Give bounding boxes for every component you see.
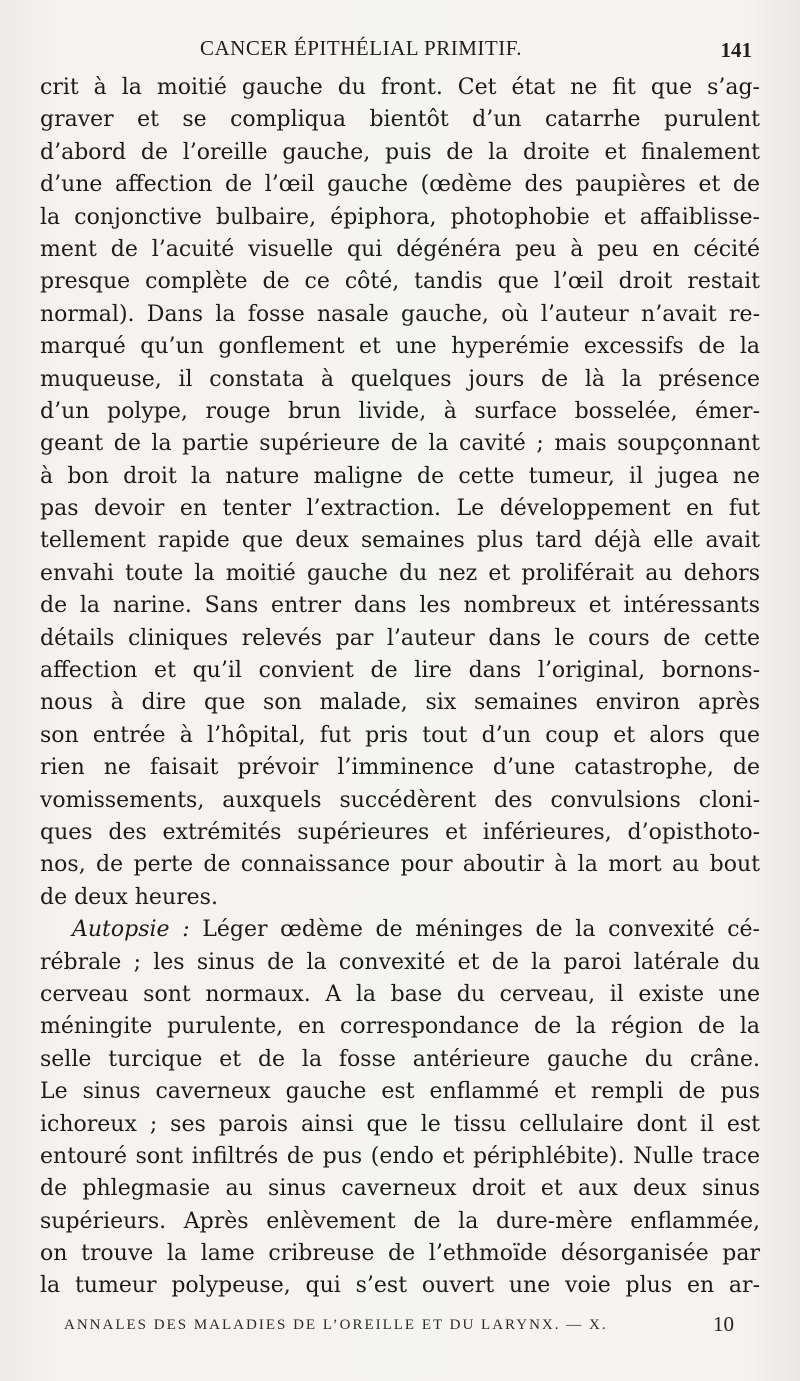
text-line: de phlegmasie au sinus caverneux droit et aux deux sinus (40, 1176, 760, 1202)
text-line: pas devoir en tenter l’extraction. Le développement en fut (40, 496, 760, 522)
text-line: ques des extrémités supérieures et inférieures, d’opisthoto- (40, 819, 760, 845)
text-line: muqueuse, il constata à quelques jours de là la présence (40, 366, 760, 392)
text-line: rébrale ; les sinus de la convexité et de la paroi latérale du (40, 949, 760, 975)
text-line: d’une affection de l’œil gauche (œdème des paupières et de (40, 172, 760, 198)
text-line: méningite purulente, en correspondance de la région de la (40, 1014, 760, 1040)
text-line: geant de la partie supérieure de la cavité ; mais soupçonnant (40, 431, 760, 457)
text-line: ichoreux ; ses parois ainsi que le tissu cellulaire dont il est (40, 1111, 760, 1137)
text-line: vomissements, auxquels succédèrent des convulsions cloni- (40, 787, 760, 813)
text-line: de deux heures. (40, 884, 218, 910)
text-line: cerveau sont normaux. A la base du cerveau, il existe une (40, 981, 760, 1007)
text-line: on trouve la lame cribreuse de l’ethmoïde désorganisée par (40, 1241, 760, 1267)
text-line: tellement rapide que deux semaines plus tard déjà elle avait (40, 528, 760, 554)
text-line: marqué qu’un gonflement et une hyperémie excessifs de la (40, 334, 760, 360)
text-line: à bon droit la nature maligne de cette tumeur, il jugea ne (40, 463, 760, 489)
autopsie-paragraph-start (40, 914, 760, 946)
running-title: CANCER ÉPITHÉLIAL PRIMITIF. (200, 36, 522, 60)
text-line: supérieurs. Après enlèvement de la dure-mère enflammée, (40, 1208, 760, 1234)
text-line: d’un polype, rouge brun livide, à surface bosselée, émer- (40, 398, 760, 424)
text-line: de la narine. Sans entrer dans les nombreux et intéressants (40, 593, 760, 619)
text-line: ment de l’acuité visuelle qui dégénéra peu à peu en cécité (40, 236, 760, 262)
text-line: entouré sont infiltrés de pus (endo et périphlébite). Nulle trace (40, 1143, 760, 1169)
text-line: envahi toute la moitié gauche du nez et proliférait au dehors (40, 560, 760, 586)
page-number: 141 (720, 38, 752, 62)
body-text (40, 72, 760, 1303)
autopsie-label: Autopsie : (72, 917, 190, 943)
text-line: Le sinus caverneux gauche est enflammé et rempli de pus (40, 1079, 760, 1105)
text-line: d’abord de l’oreille gauche, puis de la droite et finalement (40, 139, 760, 165)
text-line: la tumeur polypeuse, qui s’est ouvert une voie plus en ar- (40, 1273, 760, 1299)
text-line: presque complète de ce côté, tandis que l’œil droit restait (40, 269, 760, 295)
text-line: selle turcique et de la fosse antérieure gauche du crâne. (40, 1046, 760, 1072)
text-line: normal). Dans la fosse nasale gauche, où l’auteur n’avait re- (40, 301, 760, 327)
text-line: la conjonctive bulbaire, épiphora, photophobie et affaiblisse- (40, 204, 760, 230)
text-line: affection et qu’il convient de lire dans l’original, bornons- (40, 658, 760, 684)
signature-number: 10 (713, 1312, 734, 1336)
text-line: son entrée à l’hôpital, fut pris tout d’un coup et alors que (40, 722, 760, 748)
text-line: graver et se compliqua bientôt d’un catarrhe purulent (40, 107, 760, 133)
text-line: nos, de perte de connaissance pour aboutir à la mort au bout (40, 852, 760, 878)
text-line: rien ne faisait prévoir l’imminence d’une catastrophe, de (40, 755, 760, 781)
text-line: détails cliniques relevés par l’auteur dans le cours de cette (40, 625, 760, 651)
text-line-fragment: Léger œdème de méninges de la convexité cé- (189, 917, 760, 943)
journal-footer: ANNALES DES MALADIES DE L’OREILLE ET DU LARYNX. — X. (64, 1317, 608, 1333)
text-line: crit à la moitié gauche du front. Cet état ne fit que s’ag- (40, 75, 760, 100)
text-line: nous à dire que son malade, six semaines environ après (40, 690, 760, 716)
